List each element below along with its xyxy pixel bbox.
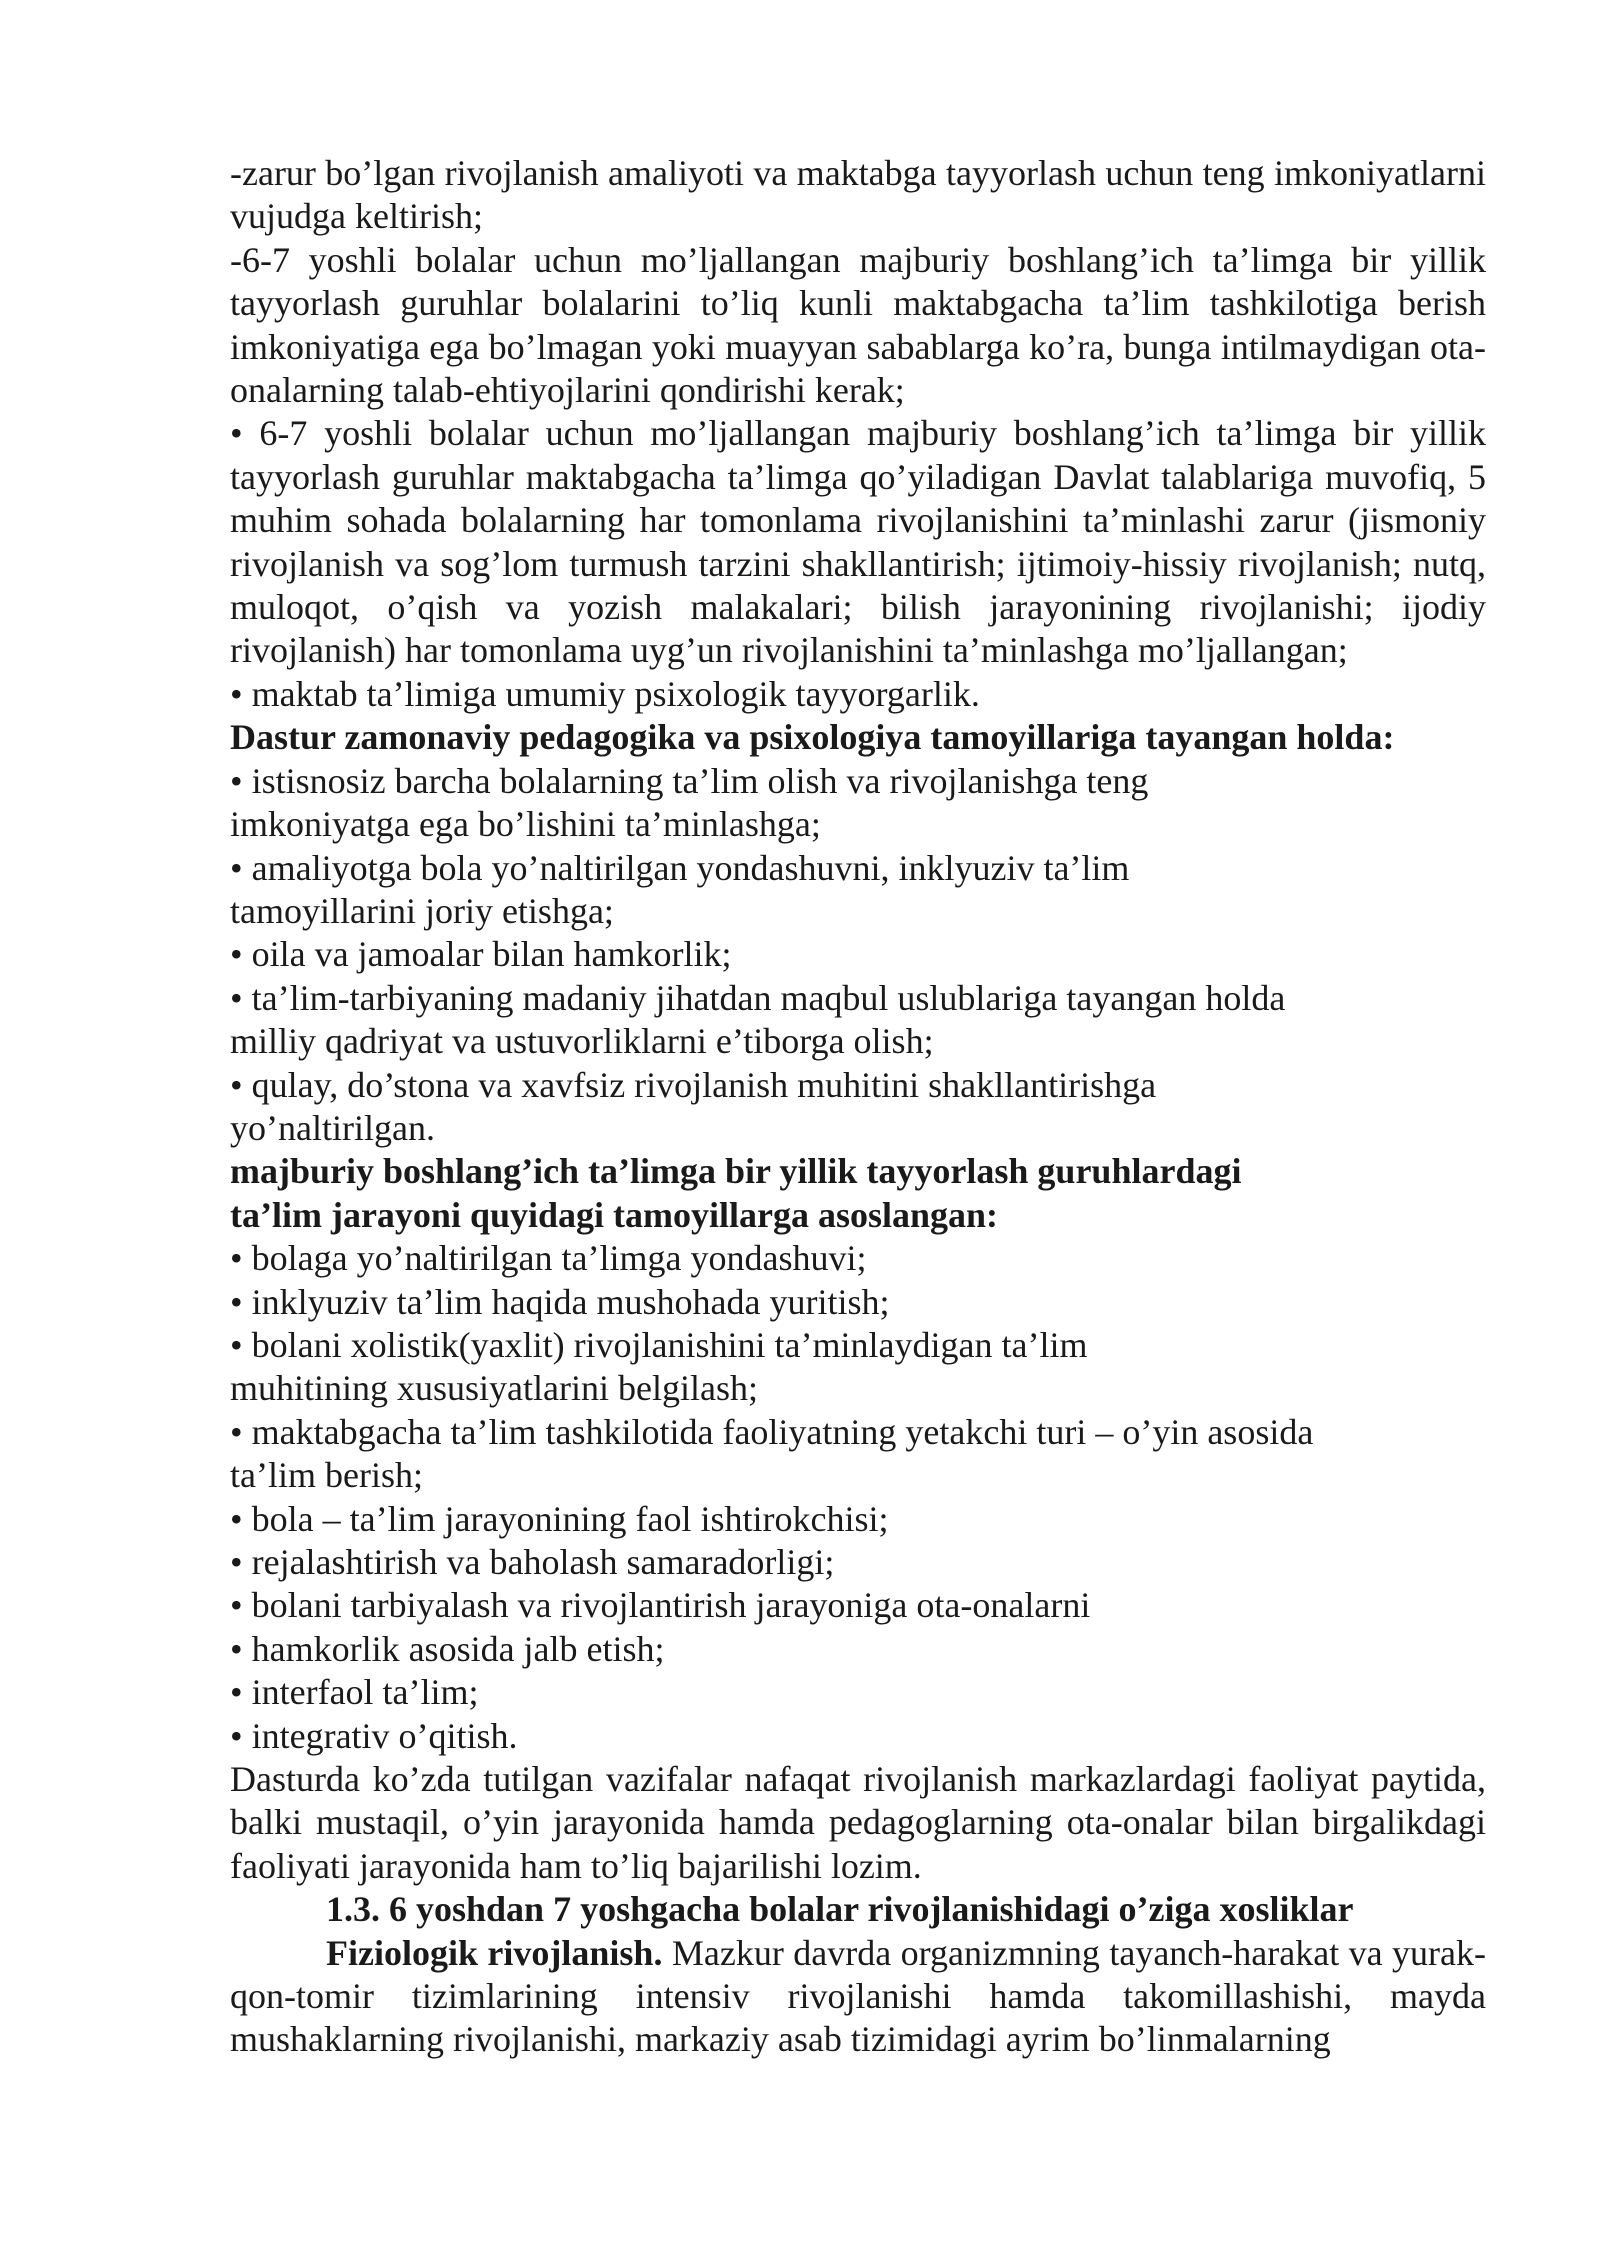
bullet-line: • amaliyotga bola yo’naltirilgan yondashuvni, inklyuziv ta’lim (230, 847, 1130, 888)
bullet-line: milliy qadriyat va ustuvorliklarni e’tiborga olish; (230, 1021, 934, 1062)
bullet-line: • integrativ o’qitish. (230, 1715, 518, 1756)
paragraph-parents-needs: -6-7 yoshli bolalar uchun mo’ljallangan majburiy boshlang’ich ta’limga bir yillik tayyorlash guruhlar bolalarini to’liq kunli maktabgacha ta’lim tashkilotiga berish imkoniyatiga ega bo’lmagan yoki muayyan sabablarga ko’ra, bunga intilmaydigan ota-onalarning talab-ehtiyojlarini qondirishi kerak; (230, 239, 1486, 411)
bullet-line: • qulay, do’stona va xavfsiz rivojlanish muhitini shakllantirishga (230, 1064, 1157, 1105)
bullet-line: • inklyuziv ta’lim haqida mushohada yuritish; (230, 1281, 890, 1322)
bullet-line: • hamkorlik asosida jalb etish; (230, 1628, 665, 1669)
heading-education-principles-line1: majburiy boshlang’ich ta’limga bir yillik tayyorlash guruhlardagi (230, 1151, 1242, 1192)
physiological-development-label: Fiziologik rivojlanish. (326, 1932, 663, 1973)
document-page (230, 152, 1486, 2062)
bullet-line: • istisnosiz barcha bolalarning ta’lim olish va rivojlanishga teng (230, 760, 1149, 801)
bullet-line: • bolani xolistik(yaxlit) rivojlanishini ta’minlaydigan ta’lim (230, 1324, 1088, 1365)
bullet-line: • ta’lim-tarbiyaning madaniy jihatdan maqbul uslublariga tayangan holda (230, 977, 1286, 1018)
bullet-line: • interfaol ta’lim; (230, 1672, 479, 1713)
bullet-line: imkoniyatga ega bo’lishini ta’minlashga; (230, 804, 821, 845)
paragraph-equal-opportunities: -zarur bo’lgan rivojlanish amaliyoti va maktabga tayyorlash uchun teng imkoniyatlarni vujudga keltirish; (230, 153, 1486, 237)
heading-program-principles: Dastur zamonaviy pedagogika va psixologiya tamoyillariga tayangan holda: (230, 717, 1395, 758)
bullet-line: yo’naltirilgan. (230, 1107, 435, 1148)
bullet-line: • maktabgacha ta’lim tashkilotida faoliyatning yetakchi turi – o’yin asosida (230, 1411, 1314, 1452)
physiological-development-text: Mazkur davrda organizmning tayanch-harakat va yurak-qon-tomir tizimlarining intensiv rivojlanishi hamda takomillashishi, mayda mushaklarning rivojlanishi, markaziy asab tizimidagi ayrim bo’linmalarning (230, 1932, 1486, 2060)
heading-education-principles-line2: ta’lim jarayoni quyidagi tamoyillarga asoslangan: (230, 1194, 999, 1235)
section-heading-1-3: 1.3. 6 yoshdan 7 yoshgacha bolalar rivojlanishidagi o’ziga xosliklar (326, 1889, 1354, 1930)
bullet-line: • bolani tarbiyalash va rivojlantirish jarayoniga ota-onalarni (230, 1585, 1091, 1626)
bullet-psychological-readiness: • maktab ta’limiga umumiy psixologik tayyorgarlik. (230, 673, 980, 714)
bullet-line: muhitining xususiyatlarini belgilash; (230, 1368, 758, 1409)
bullet-line: ta’lim berish; (230, 1455, 423, 1496)
bullet-line: tamoyillarini joriy etishga; (230, 890, 614, 931)
paragraph-physiological-development (230, 1932, 1486, 2062)
paragraph-five-domains: • 6-7 yoshli bolalar uchun mo’ljallangan majburiy boshlang’ich ta’limga bir yillik tayyorlash guruhlar maktabgacha ta’limga qo’yiladigan Davlat talablariga muvofiq, 5 muhim sohada bolalarning har tomonlama rivojlanishini ta’minlashi zarur (jismoniy rivojlanish va sog’lom turmush tarzini shakllantirish; ijtimoiy-hissiy rivojlanish; nutq, muloqot, o’qish va yozish malakalari; bilish jarayonining rivojlanishi; ijodiy rivojlanish) har tomonlama uyg’un rivojlanishini ta’minlashga mo’ljallangan; (230, 413, 1486, 671)
paragraph-program-tasks: Dasturda ko’zda tutilgan vazifalar nafaqat rivojlanish markazlardagi faoliyat paytida, balki mustaqil, o’yin jarayonida hamda pedagoglarning ota-onalar bilan birgalikdagi faoliyati jarayonida ham to’liq bajarilishi lozim. (230, 1759, 1486, 1886)
bullet-line: • bolaga yo’naltirilgan ta’limga yondashuvi; (230, 1238, 867, 1279)
bullet-line: • oila va jamoalar bilan hamkorlik; (230, 934, 732, 975)
bullet-line: • rejalashtirish va baholash samaradorligi; (230, 1542, 835, 1582)
bullet-line: • bola – ta’lim jarayonining faol ishtirokchisi; (230, 1498, 889, 1539)
